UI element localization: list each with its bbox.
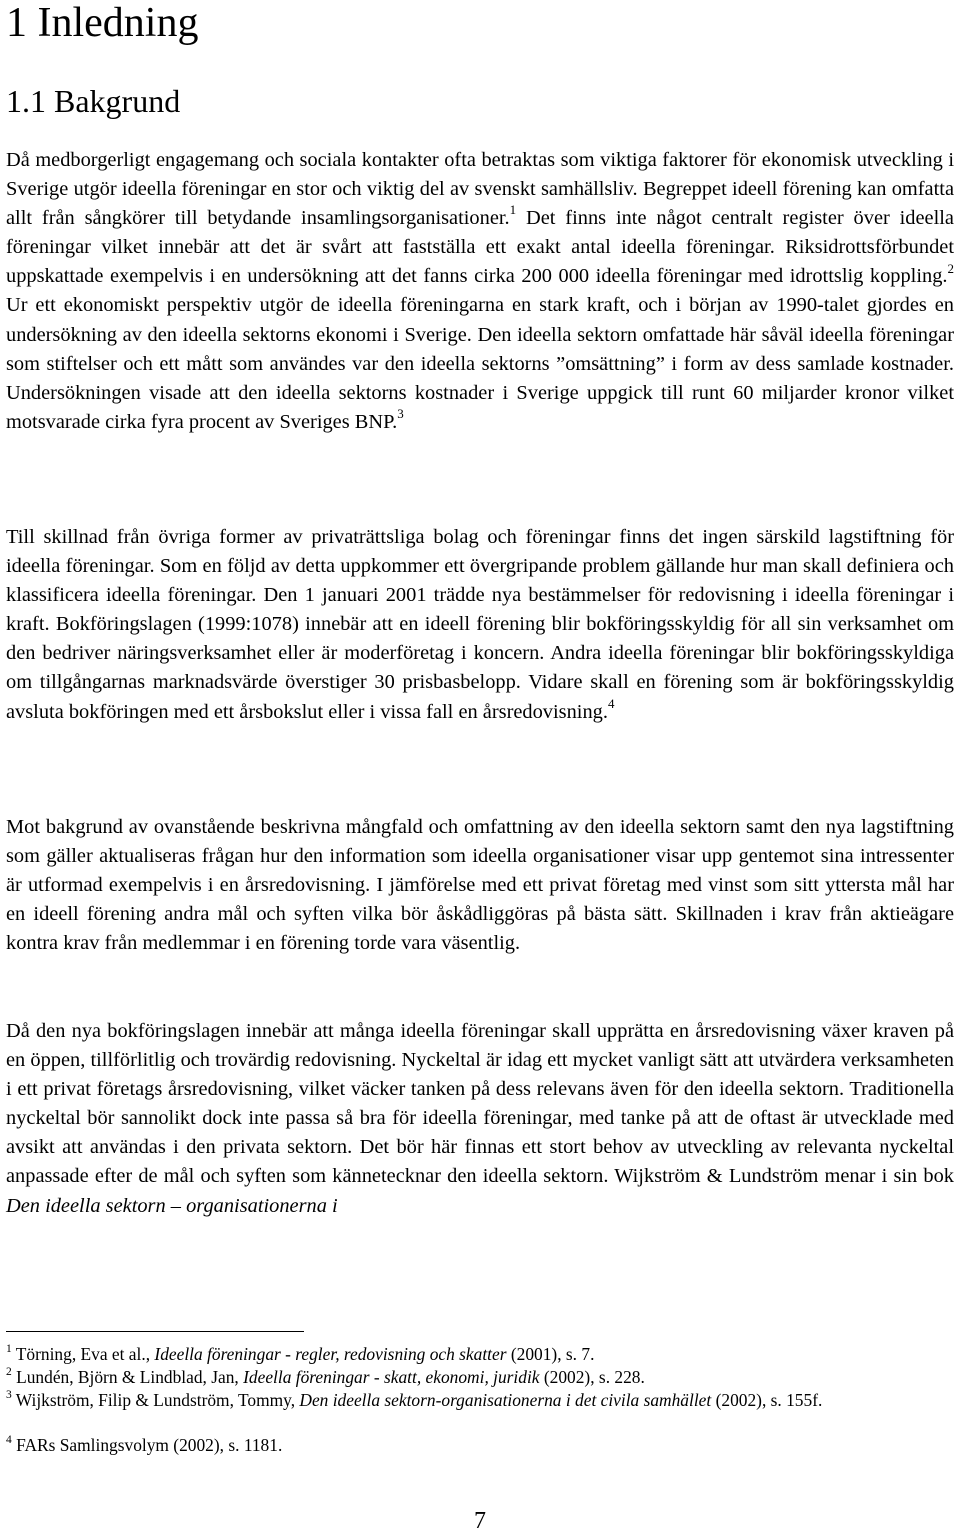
footnote-number: 1 xyxy=(6,1343,12,1356)
footnote-text: Törning, Eva et al., xyxy=(15,1344,155,1364)
body-paragraph-1 xyxy=(6,146,954,437)
body-paragraph-3: Mot bakgrund av ovanstående beskrivna mångfald och omfattning av den ideella sektorn samt den nya lagstiftning som gäller aktualiseras frågan hur den information som ideella organisationer visar upp gentemot sina intressenter är utformad exempelvis i en årsredovisning. I jämförelse med ett privat företag med vinst som sitt yttersta mål har en ideell förening andra mål och syften vilka bör åskådliggöras på bästa sätt. Skillnaden i krav från aktieägare kontra krav från medlemmar i en förening torde vara väsentlig. xyxy=(6,816,954,955)
footnote-4 xyxy=(6,1434,954,1456)
footnote-ref-4[interactable]: 4 xyxy=(607,695,615,711)
footnote-title: Ideella föreningar - regler, redovisning och skatter xyxy=(154,1344,507,1364)
footnote-ref-1[interactable]: 1 xyxy=(509,202,517,218)
footnote-text: Wijkström, Filip & Lundström, Tommy, xyxy=(15,1390,300,1410)
footnote-text: Lundén, Björn & Lindblad, Jan, xyxy=(16,1367,244,1387)
footnote-separator xyxy=(6,1331,304,1332)
paragraph-text: Då den nya bokföringslagen innebär att många ideella föreningar skall upprätta en årsredovisning växer kraven på en öppen, tillförlitlig och trovärdig redovisning. Nyckeltal är idag ett mycket vanligt sätt att utvärdera verksamheten i ett privat företags årsredovisning, vilket väcker tanken på dess relevans även för den ideella sektorn. Traditionella nyckeltal bör sannolikt dock inte passa så bra för ideella föreningar, med tanke på att de oftast är utvecklade med avsikt att användas i den privata sektorn. Det bör här finnas ett stort behov av utveckling av relevanta nyckeltal anpassade efter de mål och syften som kännetecknar den ideella sektorn. Wijkström & Lundström menar i sin bok xyxy=(6,1020,954,1188)
paragraph-text: Då medborgerligt engagemang och sociala kontakter ofta betraktas som viktiga faktorer för ekonomisk utveckling i Sverige utgör ideella föreningar en stor och viktig del av svenskt samhällsliv. Begreppet ideell förening kan omfatta allt från sångkörer till betydande insamlingsorganisationer. xyxy=(6,149,954,230)
footnote-text: (2001), s. 7. xyxy=(506,1344,595,1364)
body-paragraph-4 xyxy=(6,1017,954,1221)
footnote-ref-2[interactable]: 2 xyxy=(947,260,954,276)
footnote-number: 3 xyxy=(6,1389,12,1402)
footnote-3 xyxy=(6,1389,954,1411)
paragraph-text: Ur ett ekonomiskt perspektiv utgör de ideella föreningarna en stark kraft, och i början av 1990-talet gjordes en undersökning av den ideella sektorns ekonomi i Sverige. Den ideella sektorn omfattade här såväl ideella föreningar som stiftelser och ett mått som användes var den ideella sektorns ”omsättning” i form av dess samlade kostnader. Undersökningen visade att den ideella sektorns kostnader i Sverige uppgick till runt 60 miljarder kronor vilket motsvarade cirka fyra procent av Sveriges BNP. xyxy=(6,294,954,433)
book-title: Den ideella sektorn – organisationerna i xyxy=(6,1194,338,1217)
footnote-text: (2002), s. 155f. xyxy=(711,1390,823,1410)
paragraph-text: Till skillnad från övriga former av privaträttsliga bolag och föreningar finns det ingen särskild lagstiftning för ideella föreningar. Som en följd av detta uppkommer ett övergripande problem gällande hur man skall definiera och klassificera ideella föreningar. Den 1 januari 2001 trädde nya bestämmelser för redovisning i ideella föreningar i kraft. Bokföringslagen (1999:1078) innebär att en ideell förening blir bokföringsskyldig för all sin verksamhet om den bedriver näringsverksamhet eller är moderföretag i koncern. Andra ideella föreningar blir bokföringsskyldiga om tillgångarnas marknadsvärde överstiger 30 prisbasbelopp. Vidare skall en förening som är bokföringsskyldig avsluta bokföringen med ett årsbokslut eller i vissa fall en årsredovisning. xyxy=(6,526,954,723)
footnote-1 xyxy=(6,1343,954,1365)
body-paragraph-2 xyxy=(6,523,954,727)
chapter-heading: 1 Inledning xyxy=(6,0,199,46)
footnote-text: FARs Samlingsvolym (2002), s. 1181. xyxy=(16,1435,283,1455)
footnote-2 xyxy=(6,1366,954,1388)
page-number: 7 xyxy=(474,1508,486,1534)
footnote-number: 2 xyxy=(6,1366,12,1379)
footnote-text: (2002), s. 228. xyxy=(539,1367,645,1387)
footnote-ref-3[interactable]: 3 xyxy=(397,406,404,422)
section-heading: 1.1 Bakgrund xyxy=(6,83,181,119)
footnote-title: Ideella föreningar - skatt, ekonomi, juridik xyxy=(243,1367,540,1387)
paragraph-text: Det finns inte något centralt register över ideella föreningar vilket innebär att det är svårt att fastställa ett exakt antal ideella föreningar. Riksidrottsförbundet uppskattade exempelvis i en undersökning att det fanns cirka 200 000 ideella föreningar med idrottslig koppling. xyxy=(6,207,954,288)
footnote-number: 4 xyxy=(6,1434,12,1447)
footnote-title: Den ideella sektorn-organisationerna i det civila samhället xyxy=(299,1390,712,1410)
